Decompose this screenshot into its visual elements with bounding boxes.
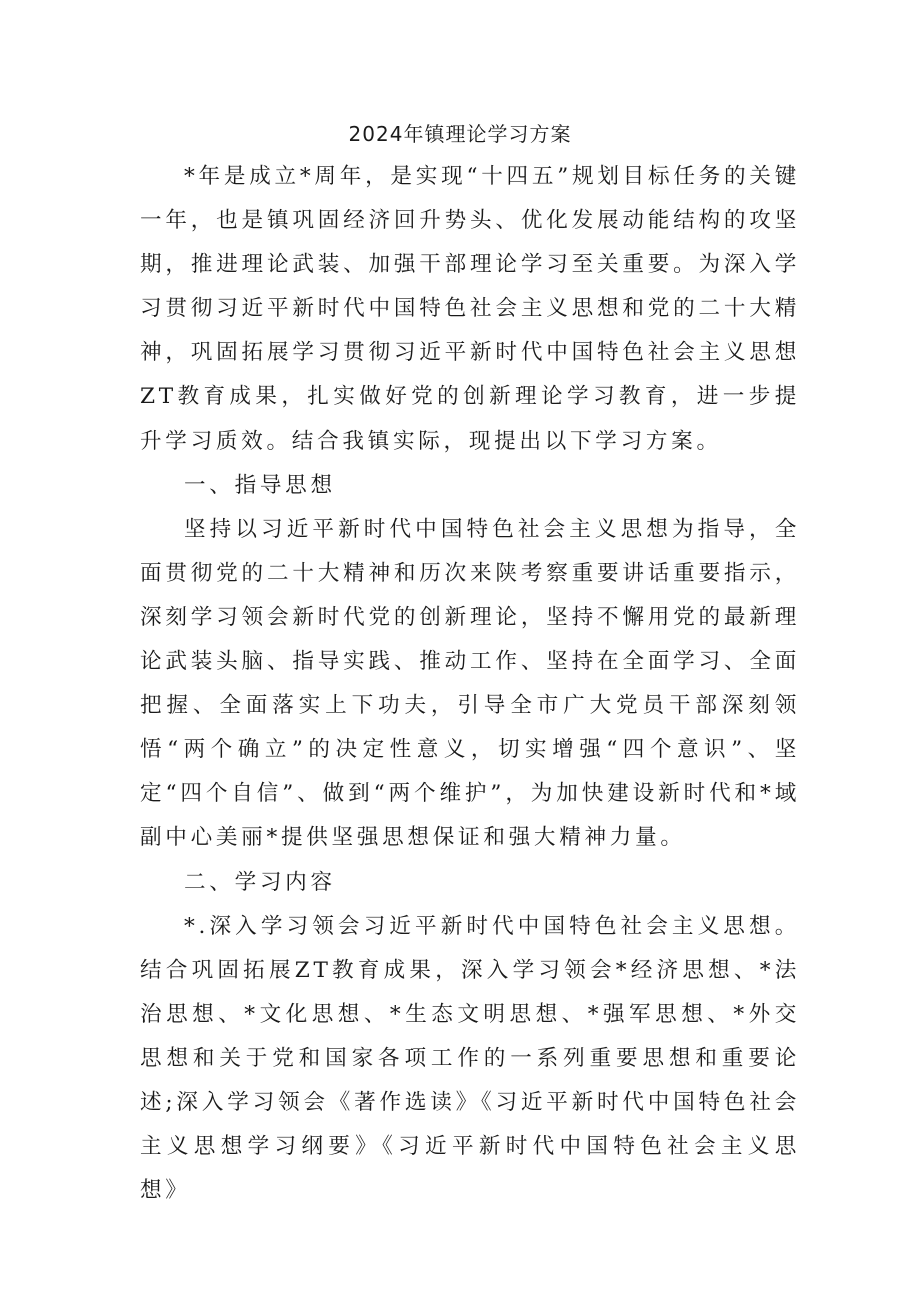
section-heading-guiding-ideology: 一、指导思想 — [184, 472, 336, 498]
study-content-item-1: *.深入学习领会习近平新时代中国特色社会主义思想。结合巩固拓展ZT教育成果，深入学习领会*经济思想、*法治思想、*文化思想、*生态文明思想、*强军思想、*外交思想和关于党和国家各项工作的一系列重要思想和重要论述;深入学习领会《著作选读》《习近平新时代中国特色社会主义思想学习纲要》《习近平新时代中国特色社会主义思想》 — [140, 913, 800, 1204]
document-title: 2024年镇理论学习方案 — [348, 122, 572, 146]
guiding-ideology-paragraph: 坚持以习近平新时代中国特色社会主义思想为指导，全面贯彻党的二十大精神和历次来陕考察重要讲话重要指示，深刻学习领会新时代党的创新理论，坚持不懈用党的最新理论武装头脑、指导实践、推动工作、坚持在全面学习、全面把握、全面落实上下功夫，引导全市广大党员干部深刻领悟“两个确立”的决定性意义，切实增强“四个意识”、坚定“四个自信”、做到“两个维护”，为加快建设新时代和*域副中心美丽*提供坚强思想保证和强大精神力量。 — [140, 516, 800, 851]
section-heading-study-content: 二、学习内容 — [184, 869, 336, 895]
intro-paragraph: *年是成立*周年，是实现“十四五”规划目标任务的关键一年，也是镇巩固经济回升势头、优化发展动能结构的攻坚期，推进理论武装、加强干部理论学习至关重要。为深入学习贯彻习近平新时代中国特色社会主义思想和党的二十大精神，巩固拓展学习贯彻习近平新时代中国特色社会主义思想ZT教育成果，扎实做好党的创新理论学习教育，进一步提升学习质效。结合我镇实际，现提出以下学习方案。 — [140, 164, 800, 454]
document-body — [140, 155, 800, 1213]
